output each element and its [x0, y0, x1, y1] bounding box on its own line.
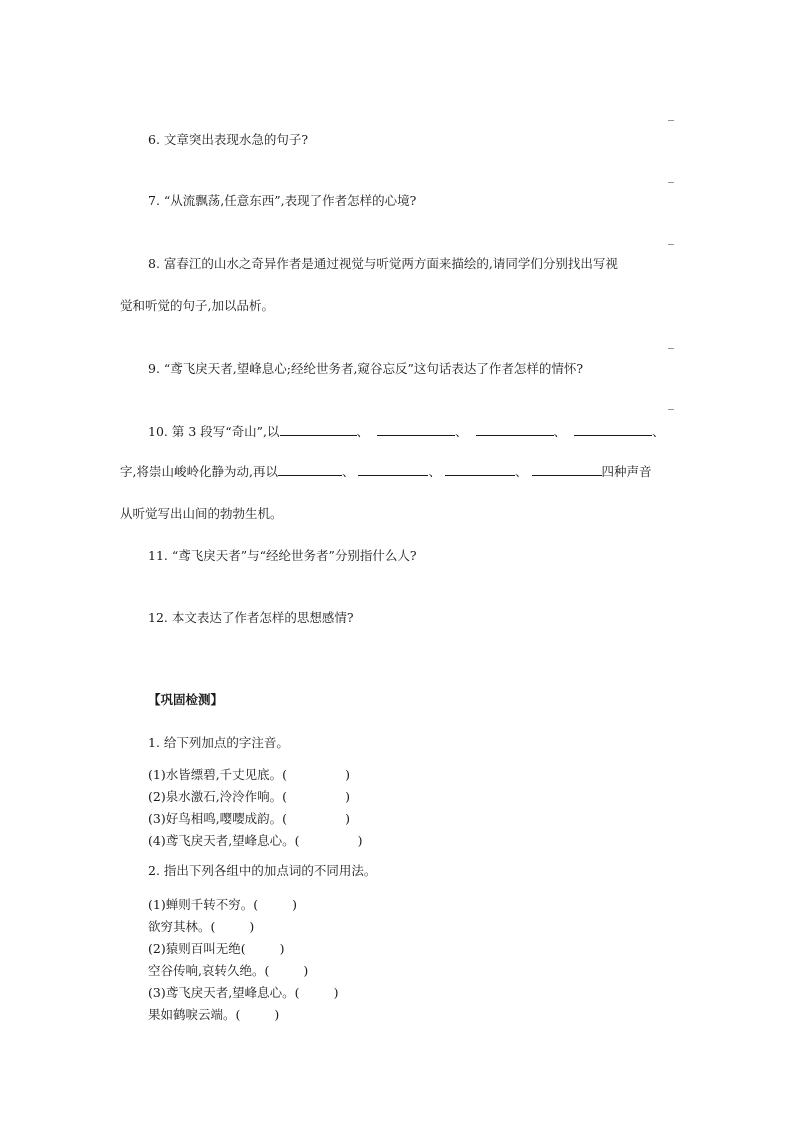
phonetic-item-2: (2)泉水激石,泠泠作响。( ) — [148, 789, 350, 804]
section-title: 【巩固检测】 — [148, 692, 224, 707]
usage-item-3: (2)猿则百叫无绝( ) — [148, 941, 285, 956]
fill-blank[interactable] — [358, 464, 428, 476]
separator: 、 — [341, 464, 355, 479]
question-10-text: 四种声音 — [601, 464, 652, 479]
question-7: 7. “从流飘荡,任意东西”,表现了作者怎样的心境? — [148, 193, 417, 208]
separator: 、 — [428, 464, 441, 479]
answer-line-mark: _ — [668, 335, 674, 349]
question-12: 12. 本文表达了作者怎样的思想感情? — [148, 610, 354, 625]
answer-line-mark: _ — [668, 107, 674, 121]
answer-line-mark: _ — [668, 169, 674, 183]
usage-item-2: 欲穷其林。( ) — [148, 919, 255, 934]
answer-line-mark: _ — [668, 231, 674, 245]
fill-blank[interactable] — [574, 424, 652, 436]
separator: 、 — [652, 424, 665, 439]
question-8-line-2: 觉和听觉的句子,加以品析。 — [120, 298, 274, 313]
phonetic-item-3: (3)好鸟相鸣,嘤嘤成韵。( ) — [148, 811, 350, 826]
usage-item-1: (1)蝉则千转不穷。( ) — [148, 897, 297, 912]
separator: 、 — [514, 464, 528, 479]
question-9: 9. “鸢飞戾天者,望峰息心;经纶世务者,窥谷忘反”这句话表达了作者怎样的情怀? — [148, 361, 584, 376]
question-10-line-2 — [120, 464, 652, 480]
separator: 、 — [356, 424, 370, 439]
usage-item-6: 果如鹤唳云端。( ) — [148, 1007, 280, 1022]
consolidation-question-2: 2. 指出下列各组中的加点词的不同用法。 — [148, 863, 377, 878]
consolidation-question-1: 1. 给下列加点的字注音。 — [148, 735, 289, 750]
question-6: 6. 文章突出表现水急的句子? — [148, 132, 309, 147]
question-10-line-1 — [148, 424, 665, 440]
fill-blank[interactable] — [476, 424, 554, 436]
question-10-line-3: 从听觉写出山间的勃勃生机。 — [120, 506, 283, 521]
question-8-line-1: 8. 富春江的山水之奇异作者是通过视觉与听觉两方面来描绘的,请同学们分别找出写视 — [148, 256, 618, 271]
fill-blank[interactable] — [377, 424, 455, 436]
fill-blank[interactable] — [278, 464, 342, 476]
fill-blank[interactable] — [280, 424, 357, 436]
answer-line-mark: _ — [668, 396, 674, 410]
question-11: 11. “鸢飞戾天者”与“经纶世务者”分别指什么人? — [148, 548, 417, 563]
question-10-text: 字,将崇山峻岭化静为动,再以 — [120, 464, 278, 479]
fill-blank[interactable] — [532, 464, 602, 476]
usage-item-5: (3)鸢飞戾天者,望峰息心。( ) — [148, 985, 339, 1000]
question-10-text: 10. 第 3 段写“奇山”,以 — [148, 424, 280, 439]
phonetic-item-1: (1)水皆缥碧,千丈见底。( ) — [148, 767, 350, 782]
separator: 、 — [553, 424, 567, 439]
fill-blank[interactable] — [445, 464, 515, 476]
usage-item-4: 空谷传响,哀转久绝。( ) — [148, 963, 309, 978]
separator: 、 — [455, 424, 468, 439]
phonetic-item-4: (4)鸢飞戾天者,望峰息心。( ) — [148, 833, 363, 848]
